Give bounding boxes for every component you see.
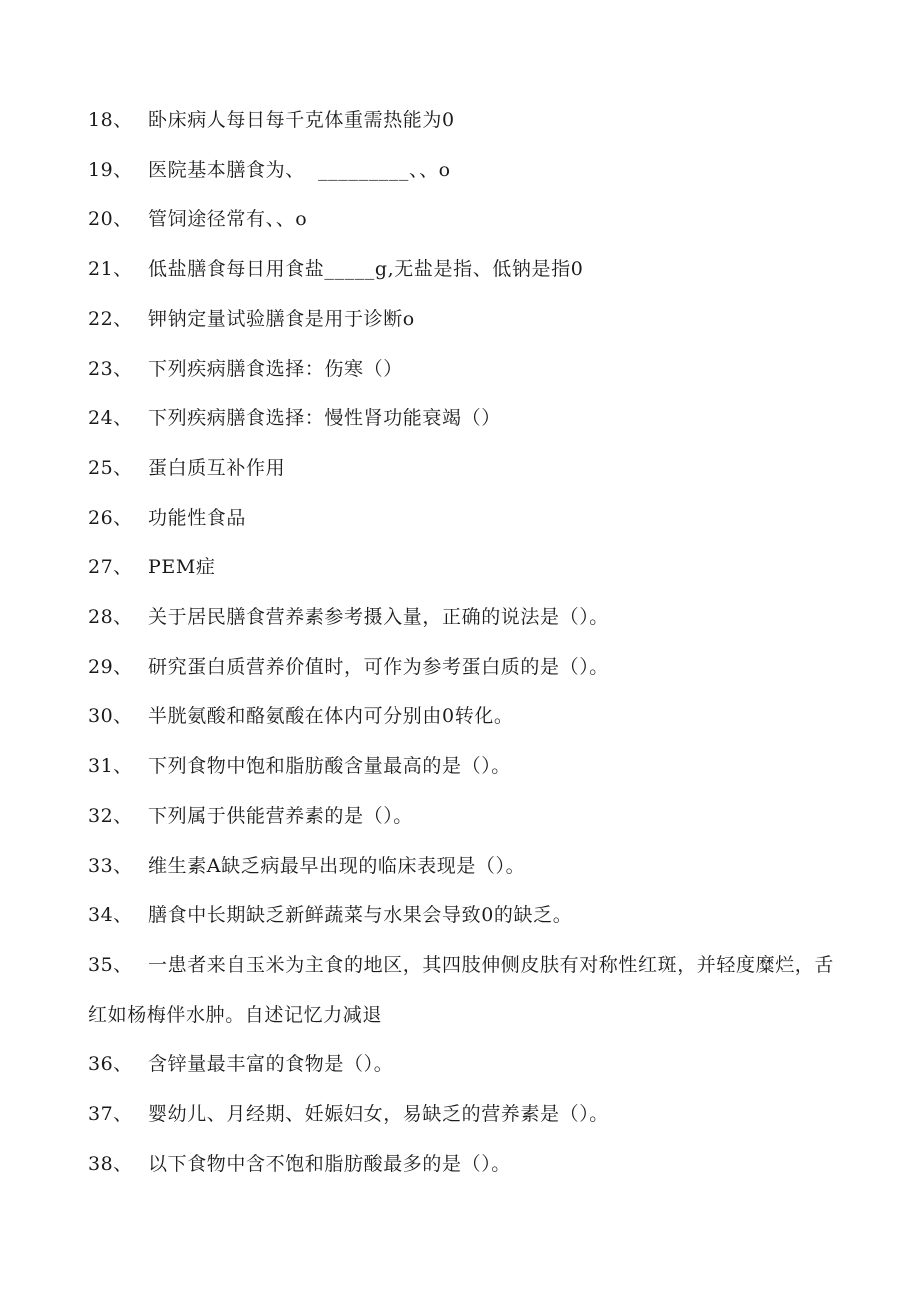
question-number: 31、 [88,755,133,778]
question-text: 下列疾病膳食选择：慢性肾功能衰竭（） [148,407,501,430]
question-text: PEM症 [148,556,216,579]
question-item [88,345,848,395]
question-text: 钾钠定量试验膳食是用于诊断o [148,307,415,330]
question-number: 23、 [88,357,133,380]
question-text: 关于居民膳食营养素参考摄入量，正确的说法是（）。 [148,606,609,629]
question-text: 研究蛋白质营养价值时，可作为参考蛋白质的是（）。 [148,655,609,678]
question-number: 37、 [88,1103,133,1126]
question-item [88,891,848,941]
question-text: 卧床病人每日每千克体重需热能为0 [148,109,455,131]
question-text: 婴幼儿、月经期、妊娠妇女，易缺乏的营养素是（）。 [148,1103,609,1126]
question-item [88,742,848,792]
question-item [88,245,848,295]
question-number: 36、 [88,1053,133,1076]
question-item [88,842,848,892]
question-number: 29、 [88,655,133,678]
question-item [88,543,848,593]
question-item [88,444,848,494]
question-number: 24、 [88,407,133,430]
question-number: 21、 [88,258,133,281]
question-item [88,593,848,643]
question-item [88,692,848,742]
question-item [88,792,848,842]
question-item [88,1090,848,1140]
question-text: 含锌量最丰富的食物是（）。 [148,1053,394,1076]
question-item [88,146,848,196]
question-number: 35、 [88,953,133,976]
question-number: 25、 [88,456,133,479]
question-text: 管饲途径常有、、o [148,208,308,231]
question-number: 33、 [88,854,133,877]
question-item [88,941,848,1040]
question-text: 功能性食品 [148,506,247,529]
question-item [88,494,848,544]
question-item [88,96,848,146]
question-item [88,1040,848,1090]
question-text: 下列疾病膳食选择：伤寒（） [148,357,403,380]
question-text: 下列属于供能营养素的是（）。 [148,804,413,827]
question-item [88,295,848,345]
question-text: 维生素A缺乏病最早出现的临床表现是（）。 [148,854,526,877]
question-number: 30、 [88,705,133,728]
question-item [88,394,848,444]
question-number: 38、 [88,1152,133,1175]
question-number: 19、 [88,158,133,181]
question-number: 22、 [88,307,133,330]
question-number: 28、 [88,606,133,629]
question-text: 医院基本膳食为、 _________、、o [148,158,451,181]
question-list [88,96,848,1189]
question-number: 18、 [88,109,133,131]
question-text: 膳食中长期缺乏新鲜蔬菜与水果会导致0的缺乏。 [148,904,573,927]
question-text: 以下食物中含不饱和脂肪酸最多的是（）。 [148,1152,511,1175]
question-number: 27、 [88,556,133,579]
question-text: 蛋白质互补作用 [148,456,286,479]
question-text: 低盐膳食每日用食盐_____g,无盐是指、低钠是指0 [148,258,584,281]
question-text: 半胱氨酸和酪氨酸在体内可分别由0转化。 [148,705,514,728]
question-number: 34、 [88,904,133,927]
question-item [88,643,848,693]
question-number: 26、 [88,506,133,529]
question-number: 32、 [88,804,133,827]
question-item [88,1140,848,1190]
question-text: 下列食物中饱和脂肪酸含量最高的是（）。 [148,755,511,778]
question-number: 20、 [88,208,133,231]
question-item [88,195,848,245]
question-text: 一患者来自玉米为主食的地区，其四肢伸侧皮肤有对称性红斑，并轻度糜烂，舌红如杨梅伴水肿。自述记忆力减退 [88,953,835,1026]
